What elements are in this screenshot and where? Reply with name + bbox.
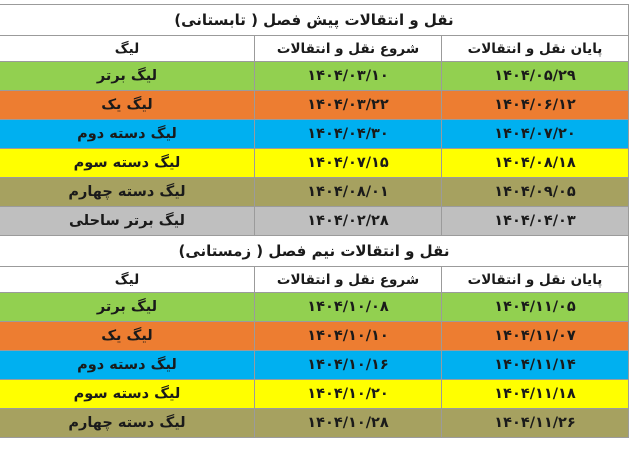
cell-end: ۱۴۰۴/۱۱/۰۵ (442, 293, 629, 322)
column-header-row (0, 36, 629, 62)
cell-start: ۱۴۰۴/۱۰/۲۰ (255, 380, 442, 409)
cell-end: ۱۴۰۴/۰۵/۲۹ (442, 62, 629, 91)
table-row (0, 91, 629, 120)
cell-start: ۱۴۰۴/۱۰/۲۸ (255, 409, 442, 438)
cell-league: لیگ یک (0, 322, 255, 351)
cell-end: ۱۴۰۴/۰۹/۰۵ (442, 178, 629, 207)
column-header-start: شروع نقل و انتقالات (255, 267, 442, 293)
cell-end: ۱۴۰۴/۰۷/۲۰ (442, 120, 629, 149)
cell-end: ۱۴۰۴/۰۴/۰۳ (442, 207, 629, 236)
cell-start: ۱۴۰۴/۱۰/۱۰ (255, 322, 442, 351)
table-row (0, 409, 629, 438)
cell-end: ۱۴۰۴/۰۶/۱۲ (442, 91, 629, 120)
cell-start: ۱۴۰۴/۱۰/۱۶ (255, 351, 442, 380)
cell-league: لیگ دسته سوم (0, 380, 255, 409)
cell-league: لیگ برتر (0, 62, 255, 91)
cell-start: ۱۴۰۴/۰۲/۲۸ (255, 207, 442, 236)
table-row (0, 351, 629, 380)
cell-end: ۱۴۰۴/۱۱/۲۶ (442, 409, 629, 438)
table-row (0, 380, 629, 409)
cell-league: لیگ دسته دوم (0, 120, 255, 149)
table-row (0, 120, 629, 149)
section-title: نقل و انتقالات نیم فصل ( زمستانی) (0, 236, 629, 267)
table-row (0, 207, 629, 236)
table-body (0, 5, 629, 438)
cell-league: لیگ دسته دوم (0, 351, 255, 380)
cell-start: ۱۴۰۴/۱۰/۰۸ (255, 293, 442, 322)
column-header-end: پایان نقل و انتقالات (442, 36, 629, 62)
cell-end: ۱۴۰۴/۱۱/۱۸ (442, 380, 629, 409)
section-title: نقل و انتقالات پیش فصل ( تابستانی) (0, 5, 629, 36)
column-header-start: شروع نقل و انتقالات (255, 36, 442, 62)
cell-start: ۱۴۰۴/۰۴/۳۰ (255, 120, 442, 149)
table-row (0, 62, 629, 91)
table-row (0, 178, 629, 207)
section-title-row (0, 236, 629, 267)
column-header-row (0, 267, 629, 293)
cell-league: لیگ برتر (0, 293, 255, 322)
column-header-league: لیگ (0, 267, 255, 293)
cell-league: لیگ برتر ساحلی (0, 207, 255, 236)
cell-end: ۱۴۰۴/۱۱/۱۴ (442, 351, 629, 380)
table-row (0, 149, 629, 178)
column-header-league: لیگ (0, 36, 255, 62)
cell-league: لیگ دسته سوم (0, 149, 255, 178)
section-title-row (0, 5, 629, 36)
table-row (0, 322, 629, 351)
column-header-end: پایان نقل و انتقالات (442, 267, 629, 293)
cell-league: لیگ دسته چهارم (0, 409, 255, 438)
table-row (0, 293, 629, 322)
cell-start: ۱۴۰۴/۰۸/۰۱ (255, 178, 442, 207)
cell-league: لیگ یک (0, 91, 255, 120)
cell-league: لیگ دسته چهارم (0, 178, 255, 207)
cell-start: ۱۴۰۴/۰۳/۲۲ (255, 91, 442, 120)
transfer-windows-table (0, 4, 629, 438)
cell-start: ۱۴۰۴/۰۳/۱۰ (255, 62, 442, 91)
cell-end: ۱۴۰۴/۱۱/۰۷ (442, 322, 629, 351)
cell-start: ۱۴۰۴/۰۷/۱۵ (255, 149, 442, 178)
cell-end: ۱۴۰۴/۰۸/۱۸ (442, 149, 629, 178)
